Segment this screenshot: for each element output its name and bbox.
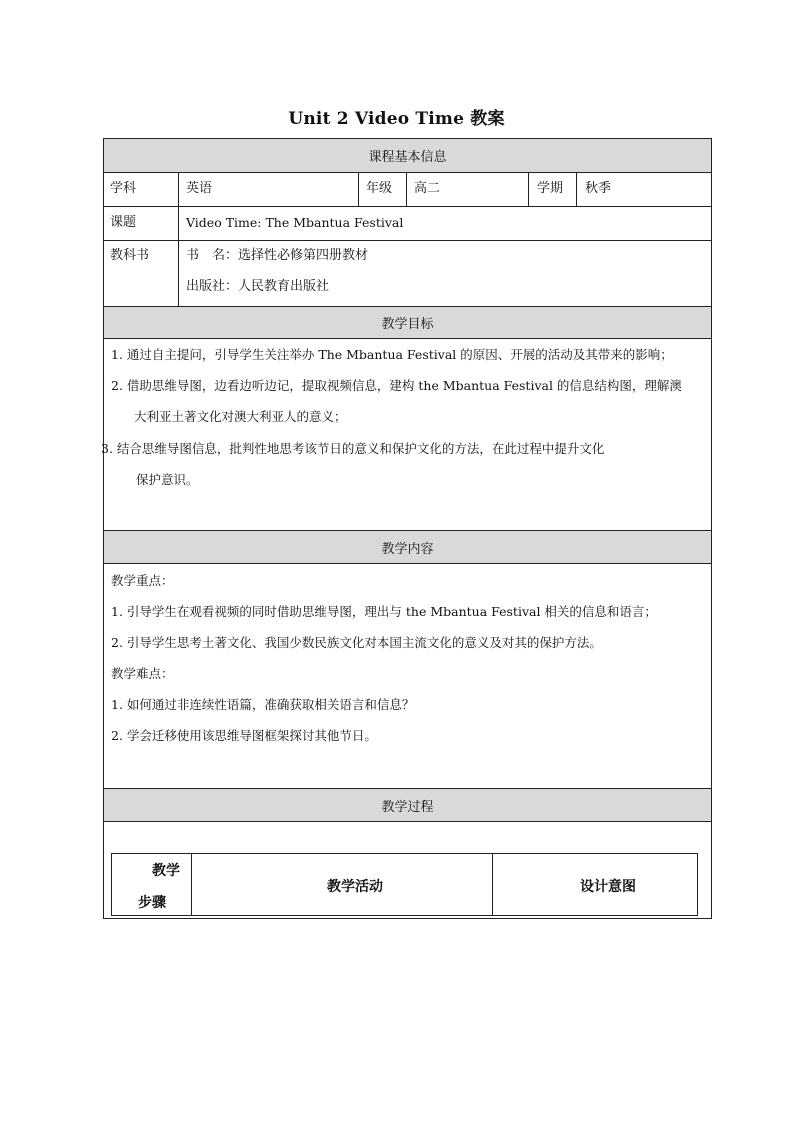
row-divider (104, 240, 711, 241)
topic-label: 课题 (110, 215, 137, 230)
subject-label: 学科 (110, 181, 137, 196)
difficulty-2: 2. 学会迁移使用该思维导图框架探讨其他节日。 (111, 728, 377, 743)
objective-3: 3. 结合思维导图信息，批判性地思考该节日的意义和保护文化的方法，在此过程中提升文化 (101, 441, 605, 456)
difficulty-1: 1. 如何通过非连续性语篇，准确获取相关语言和信息？ (111, 697, 415, 712)
section-header-content: 教学内容 (104, 530, 711, 564)
header-step-line1: 教学 (152, 863, 180, 879)
grade-label: 年级 (366, 181, 393, 196)
lesson-plan-table (103, 138, 712, 919)
process-table (111, 853, 698, 916)
header-activities: 教学活动 (327, 879, 383, 895)
column-divider (528, 172, 529, 206)
key-points-label: 教学重点： (111, 573, 174, 588)
column-divider (576, 172, 577, 206)
header-design-intent: 设计意图 (580, 879, 636, 895)
column-divider (492, 854, 493, 915)
key-point-2: 2. 引导学生思考土著文化、我国少数民族文化对本国主流文化的意义及对其的保护方法。 (111, 635, 602, 650)
column-divider (358, 172, 359, 206)
textbook-label: 教科书 (110, 248, 150, 263)
difficulties-label: 教学难点： (111, 666, 174, 681)
term-value: 秋季 (585, 181, 612, 196)
header-step-line2: 步骤 (138, 895, 166, 911)
term-label: 学期 (537, 181, 564, 196)
column-divider (191, 854, 192, 915)
section-header-process: 教学过程 (104, 788, 711, 822)
objective-2: 2. 借助思维导图，边看边听边记，提取视频信息，建构 the Mbantua Festival 的信息结构图，理解澳 (111, 378, 682, 393)
row-divider (104, 206, 711, 207)
page-title: Unit 2 Video Time 教案 (288, 109, 505, 129)
grade-value: 高二 (414, 181, 441, 196)
section-header-objectives: 教学目标 (104, 306, 711, 339)
objective-3-continued: 保护意识。 (136, 472, 199, 487)
section-header-basic-info: 课程基本信息 (104, 139, 711, 173)
textbook-name: 书 名：选择性必修第四册教材 (186, 248, 369, 263)
subject-value: 英语 (186, 181, 213, 196)
column-divider (406, 172, 407, 206)
topic-value: Video Time: The Mbantua Festival (186, 215, 404, 230)
textbook-publisher: 出版社：人民教育出版社 (186, 279, 330, 294)
column-divider (178, 240, 179, 306)
key-point-1: 1. 引导学生在观看视频的同时借助思维导图，理出与 the Mbantua Festival 相关的信息和语言； (111, 604, 657, 619)
objective-1: 1. 通过自主提问，引导学生关注举办 The Mbantua Festival 的原因、开展的活动及其带来的影响； (111, 347, 673, 362)
objective-2-continued: 大利亚土著文化对澳大利亚人的意义； (134, 409, 347, 424)
